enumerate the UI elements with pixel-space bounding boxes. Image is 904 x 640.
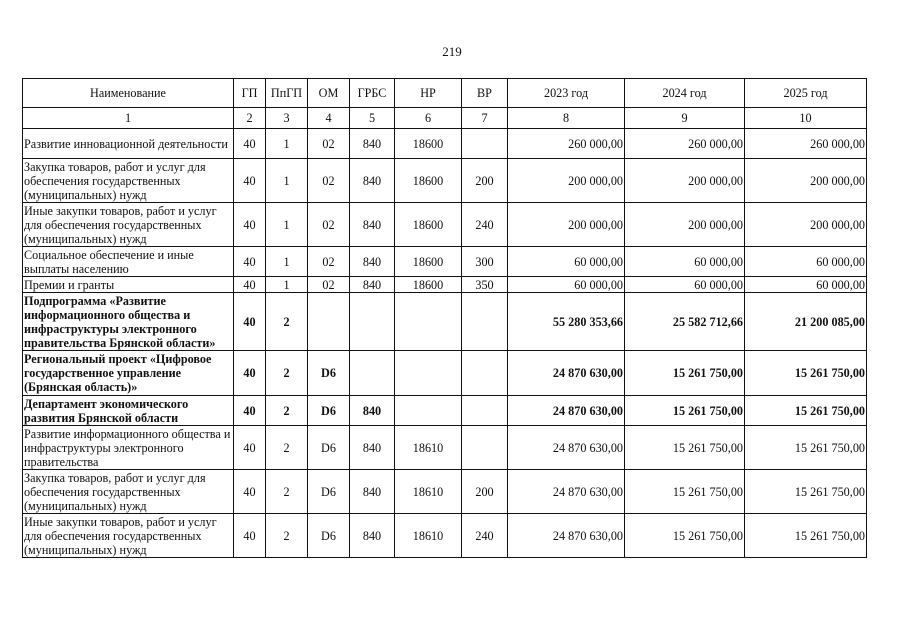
- header-grbs: ГРБС: [350, 79, 395, 108]
- cell-ppgp: 2: [266, 426, 308, 470]
- cell-y2024: 15 261 750,00: [625, 351, 745, 396]
- cell-y2024: 200 000,00: [625, 159, 745, 203]
- column-number: 3: [266, 108, 308, 129]
- cell-grbs: 840: [350, 396, 395, 426]
- cell-y2024: 60 000,00: [625, 247, 745, 277]
- cell-vr: 200: [462, 159, 508, 203]
- page-number: 219: [442, 44, 462, 59]
- header-y2023: 2023 год: [508, 79, 625, 108]
- cell-name: Иные закупки товаров, работ и услуг для обеспечения государственных (муниципальных) нужд: [23, 203, 234, 247]
- cell-ppgp: 1: [266, 159, 308, 203]
- cell-vr: 240: [462, 514, 508, 558]
- cell-y2023: 55 280 353,66: [508, 293, 625, 351]
- cell-name: Департамент экономического развития Брянской области: [23, 396, 234, 426]
- cell-y2024: 260 000,00: [625, 129, 745, 159]
- cell-ppgp: 1: [266, 129, 308, 159]
- cell-name: Региональный проект «Цифровое государственное управление (Брянская область)»: [23, 351, 234, 396]
- cell-grbs: 840: [350, 203, 395, 247]
- header-om: ОМ: [308, 79, 350, 108]
- cell-vr: 240: [462, 203, 508, 247]
- cell-grbs: 840: [350, 426, 395, 470]
- cell-om: D6: [308, 396, 350, 426]
- cell-ppgp: 1: [266, 247, 308, 277]
- cell-name: Подпрограмма «Развитие информационного общества и инфраструктуры электронного правительства Брянской области»: [23, 293, 234, 351]
- cell-om: [308, 293, 350, 351]
- cell-y2024: 15 261 750,00: [625, 514, 745, 558]
- cell-om: 02: [308, 129, 350, 159]
- cell-y2025: 15 261 750,00: [745, 351, 867, 396]
- cell-y2023: 24 870 630,00: [508, 396, 625, 426]
- cell-om: D6: [308, 351, 350, 396]
- cell-vr: [462, 396, 508, 426]
- column-number: 7: [462, 108, 508, 129]
- cell-y2025: 15 261 750,00: [745, 470, 867, 514]
- table-row: [23, 426, 867, 470]
- table-row: [23, 396, 867, 426]
- table-row: [23, 277, 867, 293]
- cell-gp: 40: [234, 203, 266, 247]
- table-body: [23, 79, 867, 558]
- cell-y2025: 60 000,00: [745, 277, 867, 293]
- header-vr: ВР: [462, 79, 508, 108]
- cell-gp: 40: [234, 277, 266, 293]
- cell-y2025: 200 000,00: [745, 159, 867, 203]
- cell-y2023: 24 870 630,00: [508, 426, 625, 470]
- cell-y2023: 24 870 630,00: [508, 351, 625, 396]
- cell-name: Премии и гранты: [23, 277, 234, 293]
- table-row: [23, 159, 867, 203]
- cell-y2023: 24 870 630,00: [508, 470, 625, 514]
- cell-om: 02: [308, 247, 350, 277]
- cell-vr: 300: [462, 247, 508, 277]
- cell-y2024: 200 000,00: [625, 203, 745, 247]
- cell-ppgp: 2: [266, 293, 308, 351]
- cell-grbs: [350, 351, 395, 396]
- header-gp: ГП: [234, 79, 266, 108]
- column-number: 5: [350, 108, 395, 129]
- cell-vr: 200: [462, 470, 508, 514]
- cell-gp: 40: [234, 514, 266, 558]
- cell-vr: [462, 351, 508, 396]
- cell-nr: 18600: [395, 159, 462, 203]
- cell-ppgp: 2: [266, 470, 308, 514]
- cell-gp: 40: [234, 351, 266, 396]
- cell-om: 02: [308, 203, 350, 247]
- cell-y2024: 25 582 712,66: [625, 293, 745, 351]
- table-row: [23, 203, 867, 247]
- cell-om: D6: [308, 514, 350, 558]
- cell-ppgp: 2: [266, 351, 308, 396]
- cell-y2024: 60 000,00: [625, 277, 745, 293]
- budget-table: [22, 78, 867, 558]
- cell-grbs: 840: [350, 247, 395, 277]
- cell-gp: 40: [234, 129, 266, 159]
- cell-grbs: [350, 293, 395, 351]
- column-number-row: [23, 108, 867, 129]
- cell-vr: 350: [462, 277, 508, 293]
- cell-nr: 18600: [395, 129, 462, 159]
- table-row: [23, 293, 867, 351]
- cell-y2025: 200 000,00: [745, 203, 867, 247]
- cell-y2023: 24 870 630,00: [508, 514, 625, 558]
- cell-y2024: 15 261 750,00: [625, 426, 745, 470]
- cell-om: D6: [308, 426, 350, 470]
- table-row: [23, 351, 867, 396]
- cell-name: Закупка товаров, работ и услуг для обеспечения государственных (муниципальных) нужд: [23, 159, 234, 203]
- header-y2024: 2024 год: [625, 79, 745, 108]
- cell-gp: 40: [234, 426, 266, 470]
- cell-nr: 18610: [395, 470, 462, 514]
- cell-y2025: 15 261 750,00: [745, 426, 867, 470]
- cell-grbs: 840: [350, 129, 395, 159]
- cell-ppgp: 2: [266, 396, 308, 426]
- cell-grbs: 840: [350, 470, 395, 514]
- column-number: 8: [508, 108, 625, 129]
- cell-nr: 18610: [395, 426, 462, 470]
- column-number: 6: [395, 108, 462, 129]
- cell-gp: 40: [234, 396, 266, 426]
- cell-vr: [462, 426, 508, 470]
- table-row: [23, 514, 867, 558]
- header-y2025: 2025 год: [745, 79, 867, 108]
- cell-gp: 40: [234, 247, 266, 277]
- header-nr: НР: [395, 79, 462, 108]
- cell-gp: 40: [234, 159, 266, 203]
- header-name: Наименование: [23, 79, 234, 108]
- cell-om: 02: [308, 277, 350, 293]
- cell-nr: 18600: [395, 247, 462, 277]
- cell-nr: 18600: [395, 277, 462, 293]
- cell-nr: 18600: [395, 203, 462, 247]
- cell-y2023: 60 000,00: [508, 277, 625, 293]
- cell-gp: 40: [234, 293, 266, 351]
- cell-name: Развитие инновационной деятельности: [23, 129, 234, 159]
- cell-om: D6: [308, 470, 350, 514]
- cell-y2025: 260 000,00: [745, 129, 867, 159]
- cell-ppgp: 1: [266, 277, 308, 293]
- cell-nr: [395, 293, 462, 351]
- cell-grbs: 840: [350, 514, 395, 558]
- header-row: [23, 79, 867, 108]
- header-ppgp: ПпГП: [266, 79, 308, 108]
- cell-y2025: 15 261 750,00: [745, 514, 867, 558]
- column-number: 10: [745, 108, 867, 129]
- cell-vr: [462, 129, 508, 159]
- cell-vr: [462, 293, 508, 351]
- cell-y2023: 260 000,00: [508, 129, 625, 159]
- column-number: 4: [308, 108, 350, 129]
- cell-name: Иные закупки товаров, работ и услуг для обеспечения государственных (муниципальных) нужд: [23, 514, 234, 558]
- cell-nr: [395, 351, 462, 396]
- cell-y2023: 200 000,00: [508, 203, 625, 247]
- cell-name: Развитие информационного общества и инфраструктуры электронного правительства: [23, 426, 234, 470]
- cell-grbs: 840: [350, 159, 395, 203]
- cell-y2023: 60 000,00: [508, 247, 625, 277]
- column-number: 9: [625, 108, 745, 129]
- cell-y2023: 200 000,00: [508, 159, 625, 203]
- cell-nr: 18610: [395, 514, 462, 558]
- cell-y2025: 21 200 085,00: [745, 293, 867, 351]
- cell-ppgp: 1: [266, 203, 308, 247]
- cell-ppgp: 2: [266, 514, 308, 558]
- column-number: 1: [23, 108, 234, 129]
- cell-y2025: 15 261 750,00: [745, 396, 867, 426]
- table-row: [23, 129, 867, 159]
- table-row: [23, 247, 867, 277]
- cell-name: Закупка товаров, работ и услуг для обеспечения государственных (муниципальных) нужд: [23, 470, 234, 514]
- cell-om: 02: [308, 159, 350, 203]
- cell-name: Социальное обеспечение и иные выплаты населению: [23, 247, 234, 277]
- column-number: 2: [234, 108, 266, 129]
- cell-nr: [395, 396, 462, 426]
- cell-y2024: 15 261 750,00: [625, 396, 745, 426]
- table-row: [23, 470, 867, 514]
- cell-y2024: 15 261 750,00: [625, 470, 745, 514]
- cell-y2025: 60 000,00: [745, 247, 867, 277]
- cell-gp: 40: [234, 470, 266, 514]
- cell-grbs: 840: [350, 277, 395, 293]
